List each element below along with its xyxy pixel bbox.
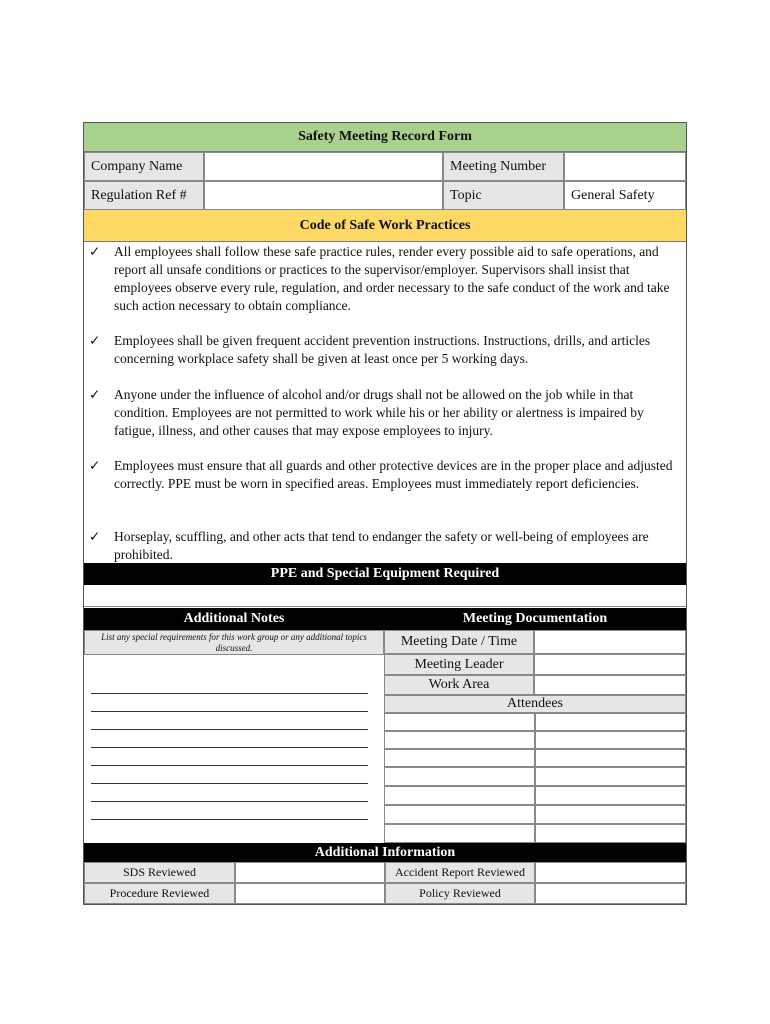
rule-text: Anyone under the influence of alcohol and/or drugs shall not be allowed on the job while in that condition. Employees are not permitted to work while his or her ability or alertness is impaired by fatigue, illness, and other causes that may expose employees to injury. [114, 387, 644, 438]
attendees-header: Attendees [384, 695, 686, 713]
meeting-leader-field[interactable] [534, 654, 686, 675]
topic-field[interactable]: General Safety [564, 181, 686, 210]
procedure-reviewed-field[interactable] [235, 883, 385, 904]
attendee-cell[interactable] [535, 824, 686, 843]
attendee-cell[interactable] [535, 731, 686, 749]
rule-item [89, 457, 679, 511]
attendee-cell[interactable] [384, 713, 535, 731]
policy-reviewed-field[interactable] [535, 883, 686, 904]
rule-text: Employees must ensure that all guards and other protective devices are in the proper place and adjusted correctly. PPE must be worn in specified areas. Employees must immediately report deficiencies. [114, 458, 673, 491]
attendee-cell[interactable] [384, 786, 535, 805]
attendee-cell[interactable] [535, 713, 686, 731]
checkmark-icon: ✓ [89, 387, 101, 402]
regulation-ref-field[interactable] [204, 181, 443, 210]
form-title: Safety Meeting Record Form [84, 123, 686, 152]
attendee-cell[interactable] [384, 824, 535, 843]
attendee-cell[interactable] [384, 731, 535, 749]
ppe-field[interactable] [84, 585, 686, 607]
checkmark-icon: ✓ [89, 244, 101, 259]
notes-hint: List any special requirements for this work group or any additional topics discussed. [84, 630, 384, 655]
note-line[interactable] [91, 765, 368, 766]
note-line[interactable] [91, 801, 368, 802]
attendee-cell[interactable] [535, 805, 686, 824]
rule-text: All employees shall follow these safe practice rules, render every possible aid to safe operations, and report all unsafe conditions or practices to the supervisor/employer. Supervisors shall insist that employees observe every rule, regulation, and order necessary to the safe conduct of the work and take such action necessary to obtain compliance. [114, 244, 670, 313]
meeting-leader-label: Meeting Leader [384, 654, 534, 675]
sds-reviewed-field[interactable] [235, 862, 385, 883]
note-line[interactable] [91, 693, 368, 694]
code-section-title: Code of Safe Work Practices [84, 210, 686, 242]
procedure-reviewed-label: Procedure Reviewed [84, 883, 235, 904]
meeting-date-field[interactable] [534, 630, 686, 654]
accident-report-reviewed-field[interactable] [535, 862, 686, 883]
note-line[interactable] [91, 711, 368, 712]
work-area-label: Work Area [384, 675, 534, 695]
regulation-ref-label: Regulation Ref # [84, 181, 204, 210]
safety-meeting-form [83, 122, 687, 905]
attendee-cell[interactable] [535, 767, 686, 786]
notes-title: Additional Notes [84, 608, 384, 630]
note-line[interactable] [91, 747, 368, 748]
note-line[interactable] [91, 729, 368, 730]
rule-item [89, 528, 679, 564]
rule-text: Horseplay, scuffling, and other acts that tend to endanger the safety or well-being of employees are prohibited. [114, 529, 649, 562]
meeting-date-label: Meeting Date / Time [384, 630, 534, 654]
rule-item [89, 386, 679, 440]
additional-info-title: Additional Information [84, 843, 686, 862]
policy-reviewed-label: Policy Reviewed [385, 883, 535, 904]
attendee-cell[interactable] [535, 786, 686, 805]
rule-item [89, 243, 679, 315]
checkmark-icon: ✓ [89, 333, 101, 348]
rule-text: Employees shall be given frequent accident prevention instructions. Instructions, drills, and articles concerning workplace safety shall be given at least once per 5 working days. [114, 333, 651, 366]
attendee-cell[interactable] [535, 749, 686, 767]
note-line[interactable] [91, 819, 368, 820]
note-line[interactable] [91, 783, 368, 784]
meeting-number-field[interactable] [564, 152, 686, 181]
attendee-cell[interactable] [384, 749, 535, 767]
attendee-cell[interactable] [384, 805, 535, 824]
meeting-number-label: Meeting Number [443, 152, 564, 181]
ppe-section-title: PPE and Special Equipment Required [84, 563, 686, 585]
documentation-title: Meeting Documentation [384, 608, 686, 630]
attendee-cell[interactable] [384, 767, 535, 786]
sds-reviewed-label: SDS Reviewed [84, 862, 235, 883]
work-area-field[interactable] [534, 675, 686, 695]
company-name-label: Company Name [84, 152, 204, 181]
checkmark-icon: ✓ [89, 529, 101, 544]
topic-label: Topic [443, 181, 564, 210]
notes-area[interactable] [84, 655, 384, 843]
rule-item [89, 332, 679, 368]
checkmark-icon: ✓ [89, 458, 101, 473]
company-name-field[interactable] [204, 152, 443, 181]
accident-report-reviewed-label: Accident Report Reviewed [385, 862, 535, 883]
